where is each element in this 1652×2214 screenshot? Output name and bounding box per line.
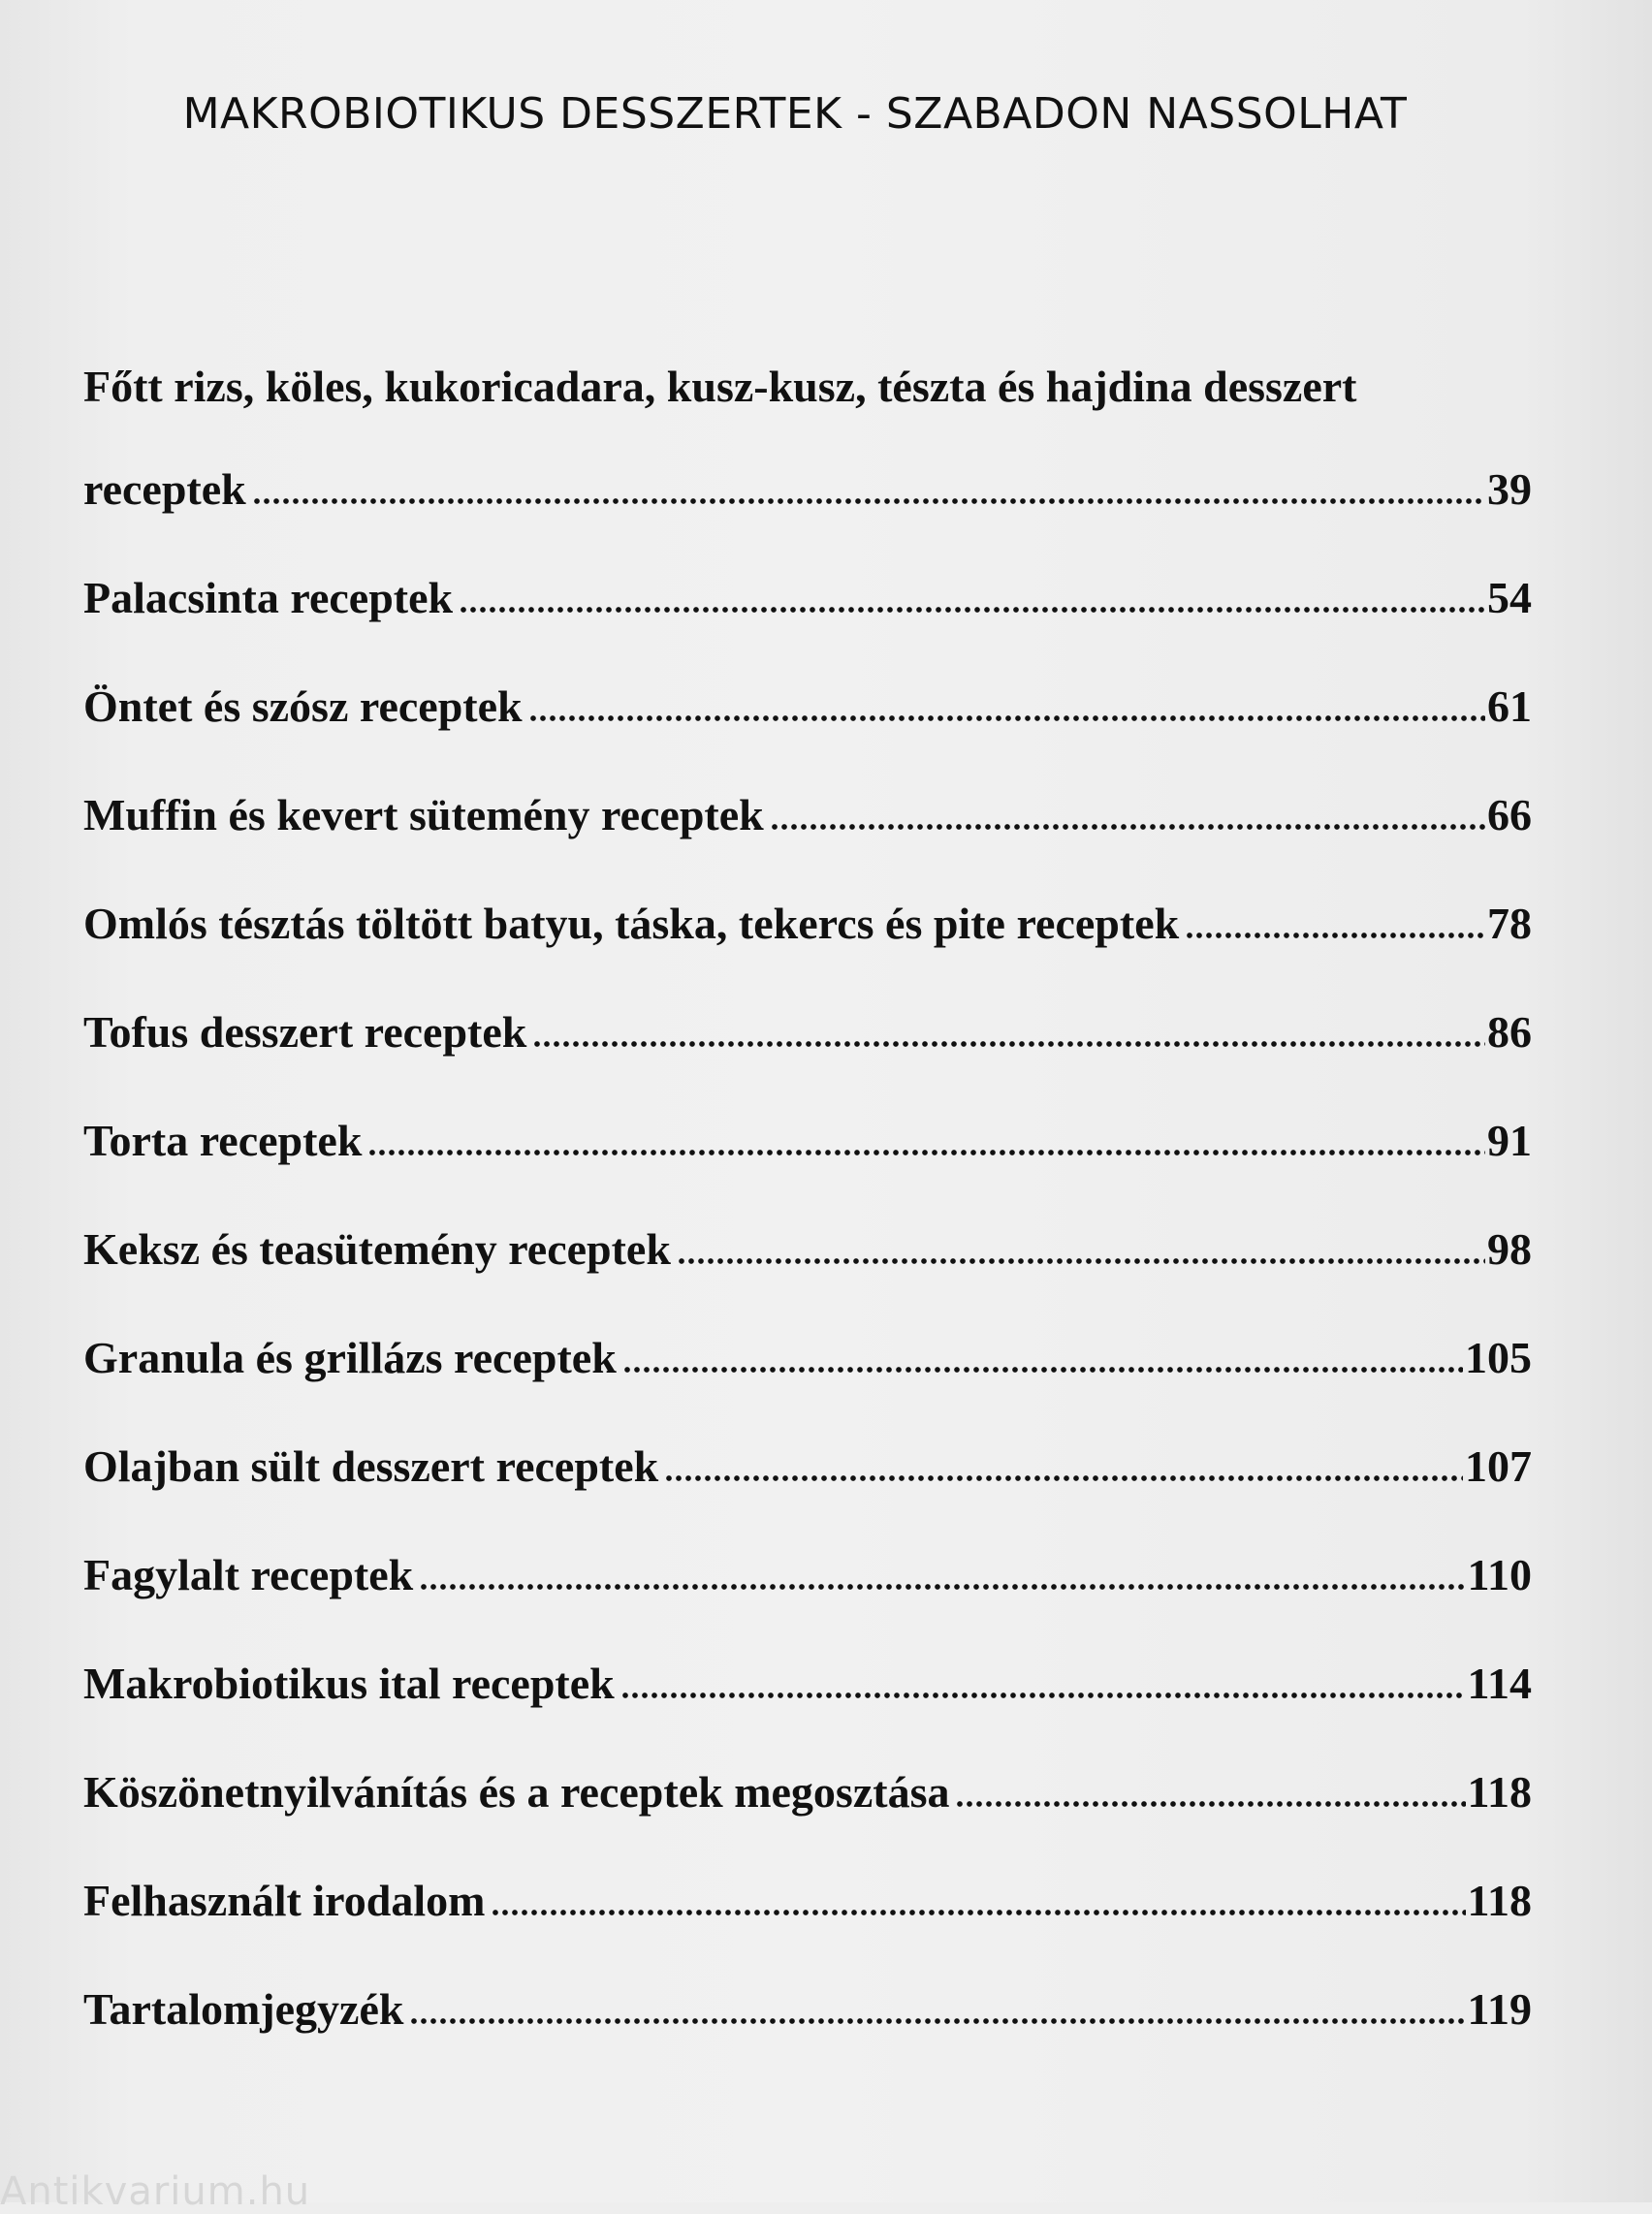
- toc-entry-title: Főtt rizs, köles, kukoricadara, kusz-kusz, tészta és hajdina desszert: [83, 362, 1357, 411]
- toc-entry-1-line-1: [83, 361, 1532, 459]
- toc-page-number: 118: [1467, 1876, 1532, 1925]
- toc-entry-title: Öntet és szósz receptek: [83, 681, 523, 731]
- dot-leader: [252, 461, 1485, 506]
- dot-leader: [419, 1547, 1465, 1592]
- dot-leader: [620, 1656, 1466, 1700]
- toc-entry-title: Palacsinta receptek: [83, 573, 454, 622]
- toc-entry: [83, 1219, 1532, 1328]
- dot-leader: [367, 1113, 1485, 1157]
- dot-leader: [409, 1981, 1465, 2026]
- toc-entry: [83, 1002, 1532, 1111]
- toc-page-number: 110: [1467, 1550, 1532, 1599]
- toc-entry: [83, 1979, 1532, 2088]
- toc-entry-title: receptek: [83, 464, 246, 514]
- toc-entry: [83, 568, 1532, 677]
- dot-leader: [532, 1004, 1485, 1049]
- toc-entry: [83, 785, 1532, 894]
- toc-entry: [83, 1871, 1532, 1979]
- toc-page-number: 107: [1465, 1441, 1532, 1491]
- toc-entry-title: Tartalomjegyzék: [83, 1984, 404, 2034]
- toc-entry: [83, 894, 1532, 1002]
- toc-entry: [83, 1654, 1532, 1762]
- dot-leader: [491, 1873, 1465, 1917]
- toc-entry-title: Torta receptek: [83, 1116, 363, 1165]
- toc-page-number: 118: [1467, 1767, 1532, 1817]
- toc-entry-title: Muffin és kevert sütemény receptek: [83, 790, 764, 839]
- toc-entry: [83, 677, 1532, 785]
- dot-leader: [459, 570, 1485, 615]
- toc-entry-title: Köszönetnyilvánítás és a receptek megosztása: [83, 1767, 950, 1817]
- toc-entry-title: Tofus desszert receptek: [83, 1007, 527, 1057]
- toc-page-number: 66: [1487, 790, 1532, 839]
- toc-page-number: 91: [1487, 1116, 1532, 1165]
- watermark: Antikvarium.hu: [0, 2169, 311, 2214]
- toc-entry-title: Felhasznált irodalom: [83, 1876, 486, 1925]
- dot-leader: [528, 679, 1485, 723]
- toc-page-number: 61: [1487, 681, 1532, 731]
- toc-page-number: 39: [1487, 464, 1532, 514]
- toc-entry: [83, 1328, 1532, 1437]
- dot-leader: [1185, 896, 1485, 940]
- table-of-contents: [83, 361, 1532, 2088]
- toc-entry-title: Granula és grillázs receptek: [83, 1333, 617, 1382]
- toc-entry-title: Olajban sült desszert receptek: [83, 1441, 659, 1491]
- dot-leader: [955, 1764, 1465, 1809]
- toc-entry: [83, 1437, 1532, 1545]
- dot-leader: [622, 1330, 1463, 1375]
- toc-page-number: 78: [1487, 899, 1532, 948]
- toc-entry-title: Fagylalt receptek: [83, 1550, 414, 1599]
- toc-entry: [83, 1762, 1532, 1871]
- dot-leader: [677, 1221, 1485, 1266]
- toc-entry-title: Makrobiotikus ital receptek: [83, 1659, 615, 1708]
- toc-entry: [83, 1545, 1532, 1654]
- toc-page-number: 114: [1467, 1659, 1532, 1708]
- toc-page-number: 119: [1467, 1984, 1532, 2034]
- dot-leader: [664, 1439, 1463, 1483]
- toc-entry-title: Keksz és teasütemény receptek: [83, 1224, 671, 1274]
- toc-entry-1-line-2: [83, 459, 1532, 568]
- running-header: MAKROBIOTIKUS DESSZERTEK - SZABADON NASSOLHAT: [182, 89, 1408, 139]
- toc-page-number: 86: [1487, 1007, 1532, 1057]
- toc-page-number: 105: [1465, 1333, 1532, 1382]
- toc-entry-title: Omlós tésztás töltött batyu, táska, tekercs és pite receptek: [83, 899, 1180, 948]
- toc-entry: [83, 1111, 1532, 1219]
- toc-page-number: 54: [1487, 573, 1532, 622]
- toc-page-number: 98: [1487, 1224, 1532, 1274]
- dot-leader: [770, 787, 1485, 832]
